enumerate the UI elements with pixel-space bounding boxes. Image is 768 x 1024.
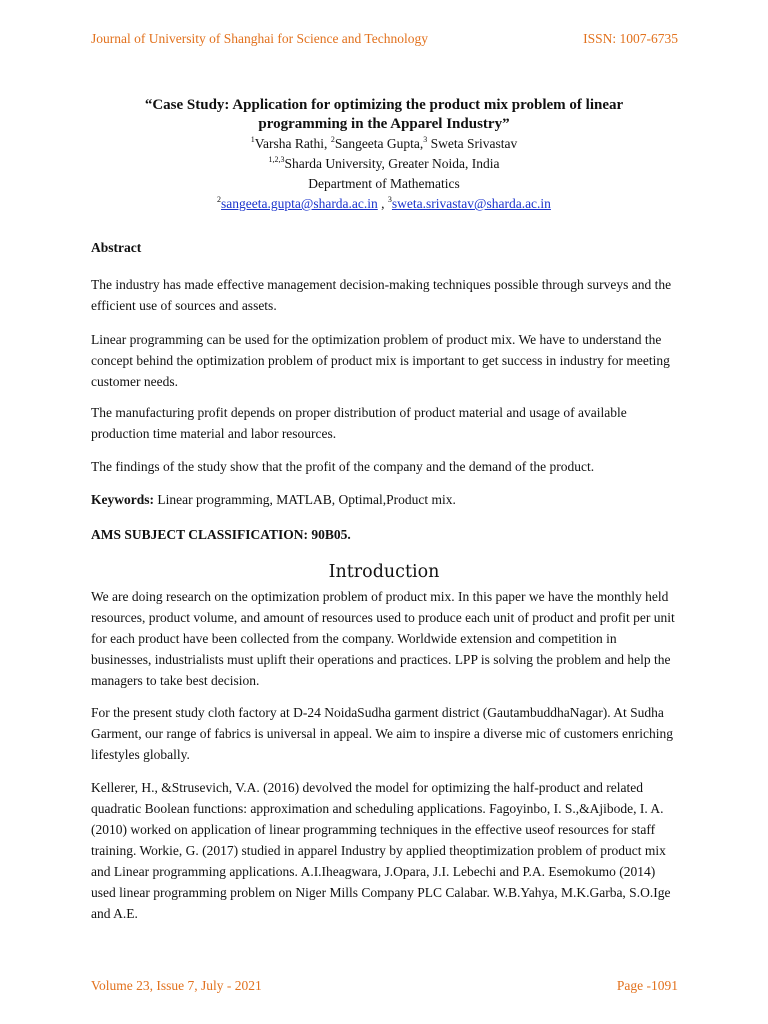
author-1: Varsha Rathi,: [254, 136, 331, 151]
keywords: [91, 489, 679, 510]
department: Department of Mathematics: [308, 176, 460, 191]
author-block: [60, 134, 708, 214]
email-link-1[interactable]: sangeeta.gupta@sharda.ac.in: [221, 196, 378, 211]
title-line-2: programming in the Apparel Industry”: [258, 116, 510, 132]
footer-page-number: Page -1091: [616, 978, 678, 993]
paper-title: [60, 96, 708, 134]
intro-paragraph-2: For the present study cloth factory at D-24 NoidaSudha garment district (GautambuddhaNagar). At Sudha Garment, our range of fabrics is universal in appeal. We aim to inspire a diverse mic of customers enriching lifestyles globally.: [91, 705, 673, 762]
affiliation: $^{1,2,3}$Sharda University, Greater Noida, India: [268, 155, 500, 171]
abstract-paragraph-4: The findings of the study show that the profit of the company and the demand of the product.: [91, 459, 595, 474]
intro-paragraph-1: We are doing research on the optimization problem of product mix. In this paper we have the monthly held resources, product volume, and amount of resources used to produce each unit of product and profit per unit for each product have been collected from the company. Worldwide extension and competition in businesses, industrialists must uplift their operations and practices. LPP is solving the problem and help the managers to take best decision.: [91, 589, 675, 688]
abstract-paragraph-2: Linear programming can be used for the optimization problem of product mix. We have to understand the concept behind the optimization problem of product mix is important to get success in industry for meeting customer needs.: [91, 332, 670, 389]
intro-paragraph-3: Kellerer, H., &Strusevich, V.A. (2016) devolved the model for optimizing the half-product and related quadratic Boolean functions: approximation and scheduling applications. Fagoyinbo, I. S.,&Ajibode, I. A. (2010) worked on application of linear programming techniques in the effective useof resources for staff training. Workie, G. (2017) studied in apparel Industry by applied theoptimization problem of product mix and Linear programming applications. A.I.Iheagwara, J.Opara, J.I. Lebechi and P.A. Esemokumo (2014) used linear programming problem on Niger Mills Company PLC Calabar. W.B.Yahya, M.K.Garba, S.O.Ige and A.E.: [91, 780, 671, 921]
author-2: Sangeeta Gupta,: [334, 136, 424, 151]
abstract-paragraph-1: The industry has made effective management decision-making techniques possible through surveys and the efficient use of sources and assets.: [91, 277, 672, 313]
footer-volume: Volume 23, Issue 7, July - 2021: [91, 978, 262, 993]
title-line-1: “Case Study: Application for optimizing the product mix problem of linear: [144, 97, 624, 113]
journal-header: Journal of University of Shanghai for Science and Technology: [91, 31, 428, 46]
keywords-list: Linear programming, MATLAB, Optimal,Product mix.: [154, 492, 456, 507]
author-names: $^1$Varsha Rathi, $^2$Sangeeta Gupta,$^3$ Sweta Srivastav: [250, 135, 518, 151]
issn-header: ISSN: 1007-6735: [583, 31, 678, 46]
email-link-2[interactable]: sweta.srivastav@sharda.ac.in: [391, 196, 551, 211]
keywords-label: Keywords:: [91, 492, 154, 507]
ams-classification: AMS SUBJECT CLASSIFICATION: 90B05.: [91, 527, 351, 542]
introduction-heading: Introduction: [328, 562, 440, 582]
abstract-paragraph-3: The manufacturing profit depends on proper distribution of product material and usage of available production time material and labor resources.: [91, 405, 627, 441]
author-emails: $^2$sangeeta.gupta@sharda.ac.in , $^3$sweta.srivastav@sharda.ac.in: [217, 195, 551, 211]
abstract-heading: Abstract: [91, 240, 142, 255]
author-3: Sweta Srivastav: [427, 136, 518, 151]
